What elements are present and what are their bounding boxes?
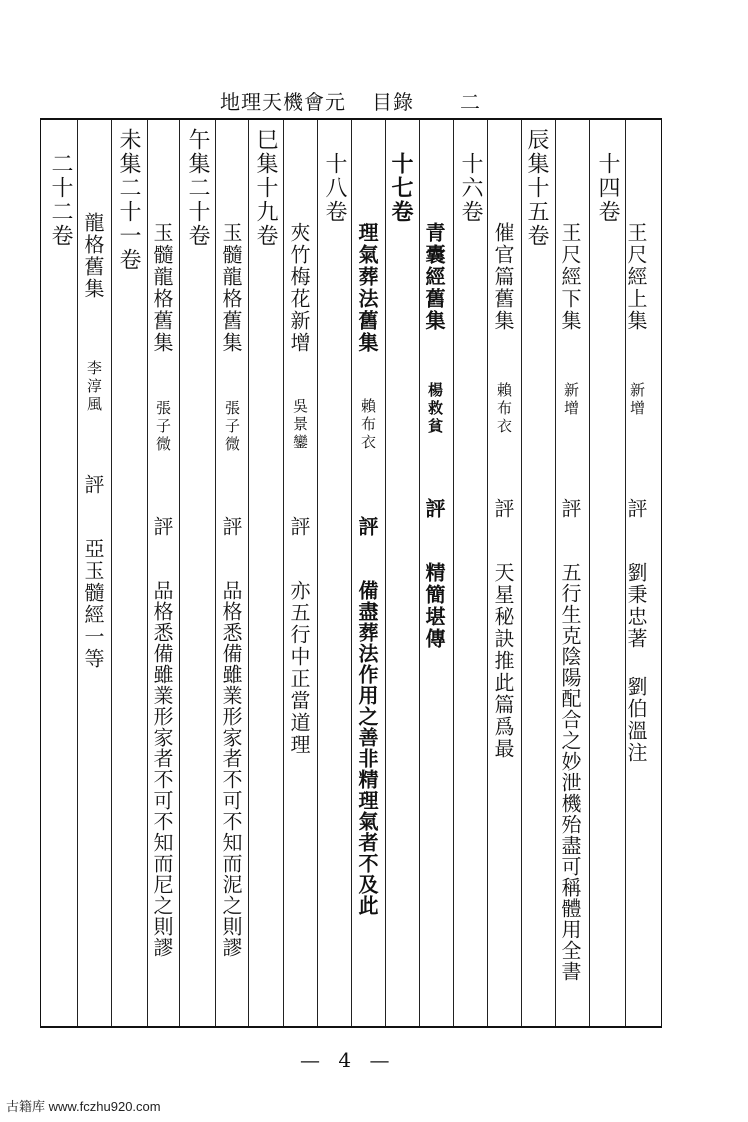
entry-eval-mark: 評 [150,516,174,538]
entry-source: 張子微 [223,400,241,454]
entry-title: 青囊經舊集 [422,222,446,332]
entry-eval-mark: 評 [422,498,446,520]
watermark: 古籍库 www.fczhu920.com [6,1099,161,1114]
volume-label: 十六卷 [458,152,483,224]
column-divider [111,120,112,1026]
entry-note: 劉伯溫注 [624,676,648,764]
folio-label: 二 [460,90,481,114]
column-divider [283,120,284,1026]
entry-title: 催官篇舊集 [491,222,515,332]
entry-eval-mark: 評 [624,498,648,520]
column-divider [351,120,352,1026]
column-divider [453,120,454,1026]
book-title: 地理天機會元 [220,90,346,114]
entry-title: 王尺經上集 [624,222,648,332]
entry-note: 亞玉髓經一等 [81,538,105,670]
volume-label: 未集二十一卷 [116,128,141,272]
column-divider [77,120,78,1026]
entry-source: 賴布衣 [495,382,513,436]
volume-label: 十八卷 [322,152,347,224]
entry-note: 精簡堪傳 [422,562,446,650]
entry-eval-mark: 評 [287,516,311,538]
entry-eval-mark: 評 [219,516,243,538]
entry-eval-mark: 評 [558,498,582,520]
entry-title: 玉髓龍格舊集 [219,222,243,354]
entry-eval-mark: 評 [491,498,515,520]
column-divider [215,120,216,1026]
volume-label: 十四卷 [595,152,620,224]
page-header [0,86,748,114]
entry-title: 玉髓龍格舊集 [150,222,174,354]
column-divider [317,120,318,1026]
entry-source: 吳景鑾 [291,398,309,452]
volume-label: 午集二十卷 [185,128,210,248]
column-divider [248,120,249,1026]
entry-note: 品格悉備雖業形家者不可不知而泥之則謬 [219,580,243,958]
entry-title: 理氣葬法舊集 [355,222,379,354]
entry-source: 楊救貧 [426,382,444,436]
entry-title: 王尺經下集 [558,222,582,332]
entry-source: 新增 [628,382,646,418]
entry-note: 亦五行中正當道理 [287,580,311,756]
entry-eval-mark: 評 [81,474,105,496]
volume-label: 二十二卷 [48,152,73,248]
table-of-contents-frame [40,118,662,1028]
entry-source: 張子微 [154,400,172,454]
entry-source: 賴布衣 [359,398,377,452]
column-divider [555,120,556,1026]
entry-note: 備盡葬法作用之善非精理氣者不及此 [355,580,379,916]
volume-label: 辰集十五卷 [524,128,549,248]
entry-title: 龍格舊集 [81,212,105,300]
column-divider [147,120,148,1026]
volume-label: 十七卷 [388,152,414,224]
entry-note: 五行生克陰陽配合之妙泄機殆盡可稱體用全書 [558,562,582,982]
entry-source: 新增 [562,382,580,418]
section-title: 目錄 [372,90,414,114]
column-divider [385,120,386,1026]
column-divider [589,120,590,1026]
column-divider [179,120,180,1026]
page-number: — 4 — [300,1048,396,1072]
entry-note: 品格悉備雖業形家者不可不知而尼之則謬 [150,580,174,958]
column-divider [487,120,488,1026]
entry-note: 天星秘訣推此篇爲最 [491,562,515,760]
entry-eval-mark: 評 [355,516,379,538]
column-divider [419,120,420,1026]
entry-source: 李淳風 [85,360,103,414]
volume-label: 巳集十九卷 [253,128,278,248]
entry-note: 劉秉忠著 [624,562,648,650]
column-divider [521,120,522,1026]
entry-title: 夾竹梅花新增 [287,222,311,354]
